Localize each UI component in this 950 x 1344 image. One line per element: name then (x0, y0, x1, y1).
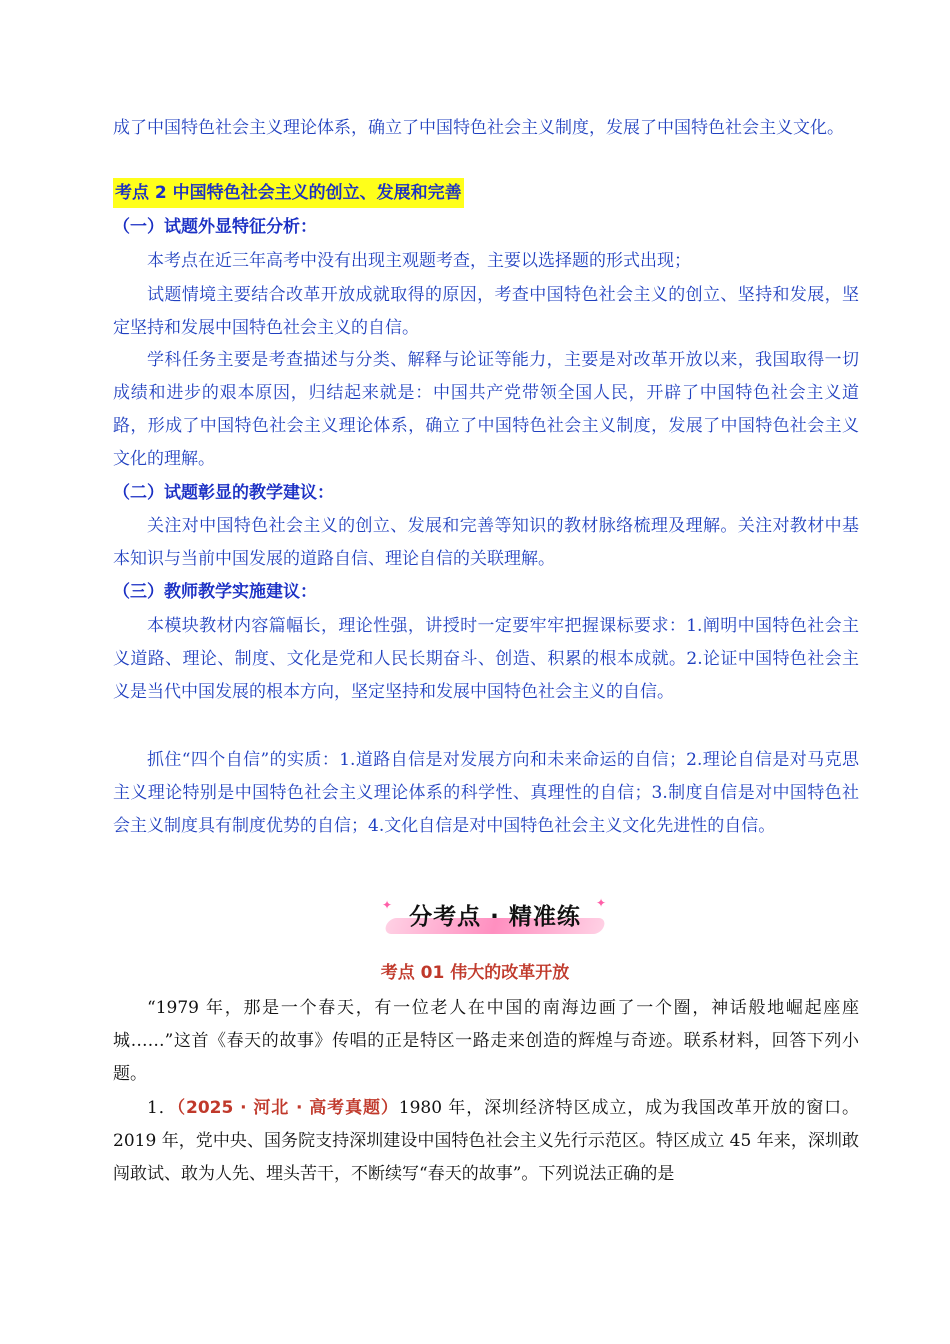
material-paragraph: “1979 年，那是一个春天，有一位老人在中国的南海边画了一个圈，神话般地崛起座座城……”这首《春天的故事》传唱的正是特区一路走来创造的辉煌与奇迹。联系材料，回答下列小题。 (113, 998, 859, 1084)
section3-paragraph-1: 本模块教材内容篇幅长，理论性强，讲授时一定要牢牢把握课标要求：1.阐明中国特色社会主义道路、理论、制度、文化是党和人民长期奋斗、创造、积累的根本成就。2.论证中国特色社会主义是当代中国发展的根本方向，坚定坚持和发展中国特色社会主义的自信。 (113, 616, 859, 702)
practice-banner (380, 896, 610, 942)
section1-paragraph-2: 试题情境主要结合改革开放成就取得的原因，考查中国特色社会主义的创立、坚持和发展，坚定坚持和发展中国特色社会主义的自信。 (113, 285, 859, 338)
kaodian2-heading: 考点 2 中国特色社会主义的创立、发展和完善 (113, 178, 464, 208)
question-number: 1． (147, 1098, 177, 1118)
question-text: 1980 年，深圳经济特区成立，成为我国改革开放的窗口。2019 年，党中央、国务院支持深圳建设中国特色社会主义先行示范区。特区成立 45 年来，深圳敢闯敢试、敢为人先、埋头苦干，不断续写“春天的故事”。下列说法正确的是 (113, 1098, 859, 1184)
sparkle-icon: ✦ (596, 896, 607, 910)
sparkle-icon: ✦ (382, 898, 393, 912)
intro-tail-paragraph: 成了中国特色社会主义理论体系，确立了中国特色社会主义制度，发展了中国特色社会主义文化。 (113, 118, 844, 138)
kaodian01-title: 考点 01 伟大的改革开放 (380, 963, 570, 983)
section3-title: （三）教师教学实施建议： (113, 582, 317, 602)
banner-title: 分考点 · 精准练 (409, 904, 581, 930)
question-source: （2025 · 河北 · 高考真题） (176, 1098, 399, 1118)
section1-paragraph-3: 学科任务主要是考查描述与分类、解释与论证等能力，主要是对改革开放以来，我国取得一切成绩和进步的艰本原因，归结起来就是：中国共产党带领全国人民，开辟了中国特色社会主义道路，形成了中国特色社会主义理论体系，确立了中国特色社会主义制度，发展了中国特色社会主义文化的理解。 (113, 350, 859, 469)
section1-paragraph-1: 本考点在近三年高考中没有出现主观题考查，主要以选择题的形式出现； (147, 251, 691, 271)
question-1 (113, 1092, 859, 1191)
section2-title: （二）试题彰显的教学建议： (113, 483, 334, 503)
section2-paragraph-1: 关注对中国特色社会主义的创立、发展和完善等知识的教材脉络梳理及理解。关注对教材中基本知识与当前中国发展的道路自信、理论自信的关联理解。 (113, 516, 859, 569)
section1-title: （一）试题外显特征分析： (113, 217, 317, 237)
section3-paragraph-2: 抓住“四个自信”的实质：1.道路自信是对发展方向和未来命运的自信；2.理论自信是对马克思主义理论特别是中国特色社会主义理论体系的科学性、真理性的自信；3.制度自信是对中国特色社会主义制度具有制度优势的自信；4.文化自信是对中国特色社会主义文化先进性的自信。 (113, 750, 859, 836)
